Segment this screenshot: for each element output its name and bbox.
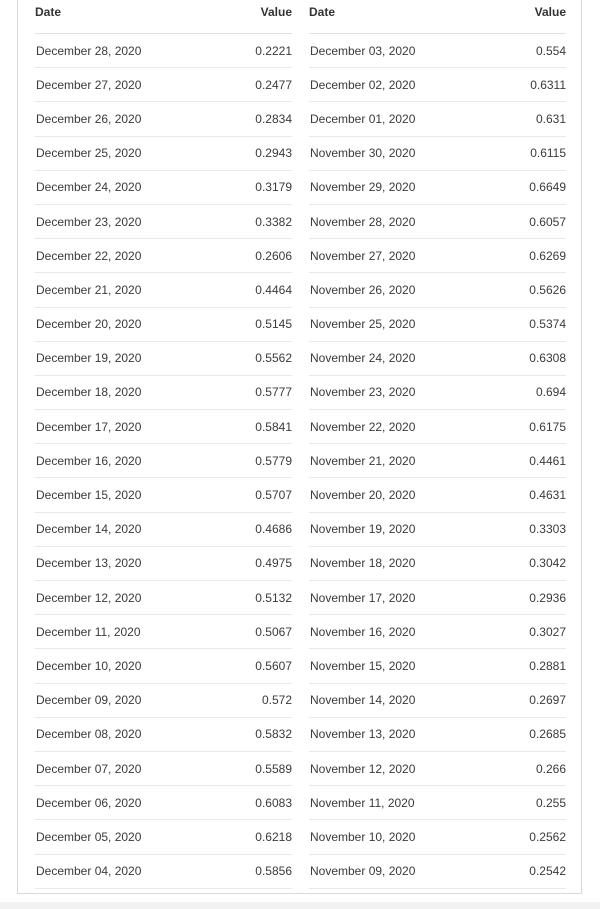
left-table-body [35,34,292,889]
row-date: December 05, 2020 [36,829,142,844]
row-value: 0.5779 [255,453,292,468]
row-value: 0.4461 [529,453,566,468]
table-row [35,649,292,683]
row-value: 0.3027 [529,624,566,639]
row-date: December 12, 2020 [36,590,142,605]
table-row [309,513,566,547]
table-row [309,478,566,512]
row-date: November 16, 2020 [310,624,416,639]
row-date: November 24, 2020 [310,351,416,366]
row-date: December 24, 2020 [36,180,142,195]
row-date: November 22, 2020 [310,419,416,434]
row-value: 0.5777 [255,385,292,400]
row-value: 0.5841 [255,419,292,434]
table-header [35,0,292,34]
row-date: November 20, 2020 [310,488,416,503]
table-row [309,752,566,786]
row-date: November 11, 2020 [310,795,415,810]
table-row [35,684,292,718]
table-row [35,478,292,512]
table-row [309,171,566,205]
row-date: December 15, 2020 [36,488,142,503]
row-value: 0.6175 [529,419,566,434]
row-value: 0.5607 [255,658,292,673]
row-date: November 09, 2020 [310,864,416,879]
table-row [309,649,566,683]
row-value: 0.5856 [255,864,292,879]
date-column-header: Date [309,5,336,19]
row-date: November 17, 2020 [310,590,416,605]
row-value: 0.6057 [529,214,566,229]
row-value: 0.3179 [255,180,292,195]
table-row [35,342,292,376]
row-value: 0.6083 [255,795,292,810]
row-value: 0.2606 [255,248,292,263]
row-value: 0.255 [535,795,566,810]
table-row [309,205,566,239]
row-date: December 11, 2020 [36,624,141,639]
row-date: December 16, 2020 [36,453,142,468]
row-date: December 28, 2020 [36,43,142,58]
table-row [35,752,292,786]
row-date: November 29, 2020 [310,180,416,195]
row-date: December 01, 2020 [310,111,416,126]
value-column-header: Value [534,5,566,19]
table-row [35,547,292,581]
row-value: 0.4686 [255,522,292,537]
date-column-header: Date [35,5,62,19]
row-value: 0.2834 [255,111,292,126]
row-date: November 13, 2020 [310,727,416,742]
row-date: November 19, 2020 [310,522,416,537]
row-date: December 07, 2020 [36,761,142,776]
row-date: November 23, 2020 [310,385,416,400]
table-row [35,410,292,444]
row-value: 0.3382 [255,214,292,229]
table-row [309,581,566,615]
row-value: 0.6269 [529,248,566,263]
row-value: 0.6311 [530,77,566,92]
table-row [309,308,566,342]
right-data-table [309,0,566,889]
table-row [35,273,292,307]
table-row [309,342,566,376]
row-date: December 08, 2020 [36,727,142,742]
table-row [309,684,566,718]
left-data-table [35,0,292,889]
row-date: November 12, 2020 [310,761,416,776]
row-date: December 22, 2020 [36,248,142,263]
row-date: November 27, 2020 [310,248,416,263]
table-row [35,68,292,102]
row-value: 0.631 [535,111,566,126]
table-row [35,513,292,547]
table-row [309,820,566,854]
row-date: December 27, 2020 [36,77,142,92]
table-row [35,581,292,615]
table-row [309,718,566,752]
table-row [309,547,566,581]
table-row [309,273,566,307]
table-row [35,205,292,239]
row-value: 0.2881 [529,658,566,673]
table-row [309,137,566,171]
table-row [35,376,292,410]
row-date: November 28, 2020 [310,214,416,229]
row-date: December 26, 2020 [36,111,142,126]
row-value: 0.5374 [529,317,566,332]
row-date: November 25, 2020 [310,317,416,332]
row-value: 0.266 [535,761,566,776]
table-row [35,171,292,205]
row-date: December 25, 2020 [36,146,142,161]
table-row [309,444,566,478]
table-row [309,855,566,889]
row-date: December 18, 2020 [36,385,142,400]
row-value: 0.554 [535,43,566,58]
row-date: December 21, 2020 [36,282,142,297]
row-value: 0.3042 [529,556,566,571]
right-table-body [309,34,566,889]
table-row [35,34,292,68]
row-value: 0.2685 [529,727,566,742]
table-row [35,820,292,854]
row-value: 0.2542 [529,864,566,879]
row-date: December 20, 2020 [36,317,142,332]
table-row [35,786,292,820]
table-row [309,68,566,102]
row-value: 0.5145 [255,317,292,332]
row-date: November 14, 2020 [310,693,416,708]
row-date: December 10, 2020 [36,658,142,673]
row-value: 0.6218 [255,829,292,844]
table-row [309,786,566,820]
table-header [309,0,566,34]
row-date: December 02, 2020 [310,77,416,92]
table-row [309,410,566,444]
page-footer-band [0,902,600,909]
table-row [35,102,292,136]
row-value: 0.2562 [529,829,566,844]
table-row [35,718,292,752]
row-value: 0.2943 [255,146,292,161]
row-date: December 03, 2020 [310,43,416,58]
row-date: November 18, 2020 [310,556,416,571]
row-value: 0.2221 [255,43,292,58]
row-value: 0.5132 [255,590,292,605]
row-date: November 10, 2020 [310,829,416,844]
row-date: November 21, 2020 [310,453,416,468]
value-column-header: Value [260,5,292,19]
table-row [309,615,566,649]
row-value: 0.3303 [529,522,566,537]
row-date: November 30, 2020 [310,146,416,161]
row-value: 0.6115 [530,146,566,161]
table-row [35,308,292,342]
row-date: December 13, 2020 [36,556,142,571]
table-row [35,444,292,478]
table-row [35,615,292,649]
row-value: 0.2697 [529,693,566,708]
table-row [309,34,566,68]
row-date: December 17, 2020 [36,419,142,434]
row-value: 0.5067 [255,624,292,639]
row-date: November 26, 2020 [310,282,416,297]
table-row [35,855,292,889]
row-date: December 19, 2020 [36,351,142,366]
row-value: 0.5589 [255,761,292,776]
table-row [35,137,292,171]
table-row [309,239,566,273]
row-date: November 15, 2020 [310,658,416,673]
row-value: 0.6308 [529,351,566,366]
row-date: December 09, 2020 [36,693,142,708]
row-value: 0.694 [535,385,566,400]
row-value: 0.4464 [255,282,292,297]
table-row [35,239,292,273]
row-value: 0.5707 [255,488,292,503]
row-value: 0.572 [261,693,292,708]
table-row [309,102,566,136]
row-value: 0.2936 [529,590,566,605]
row-value: 0.5832 [255,727,292,742]
row-date: December 23, 2020 [36,214,142,229]
row-value: 0.4631 [529,488,566,503]
data-table-card [17,0,582,894]
row-value: 0.5562 [255,351,292,366]
row-date: December 06, 2020 [36,795,142,810]
row-value: 0.6649 [529,180,566,195]
row-value: 0.2477 [255,77,292,92]
row-date: December 04, 2020 [36,864,142,879]
row-date: December 14, 2020 [36,522,142,537]
row-value: 0.5626 [529,282,566,297]
row-value: 0.4975 [255,556,292,571]
table-row [309,376,566,410]
